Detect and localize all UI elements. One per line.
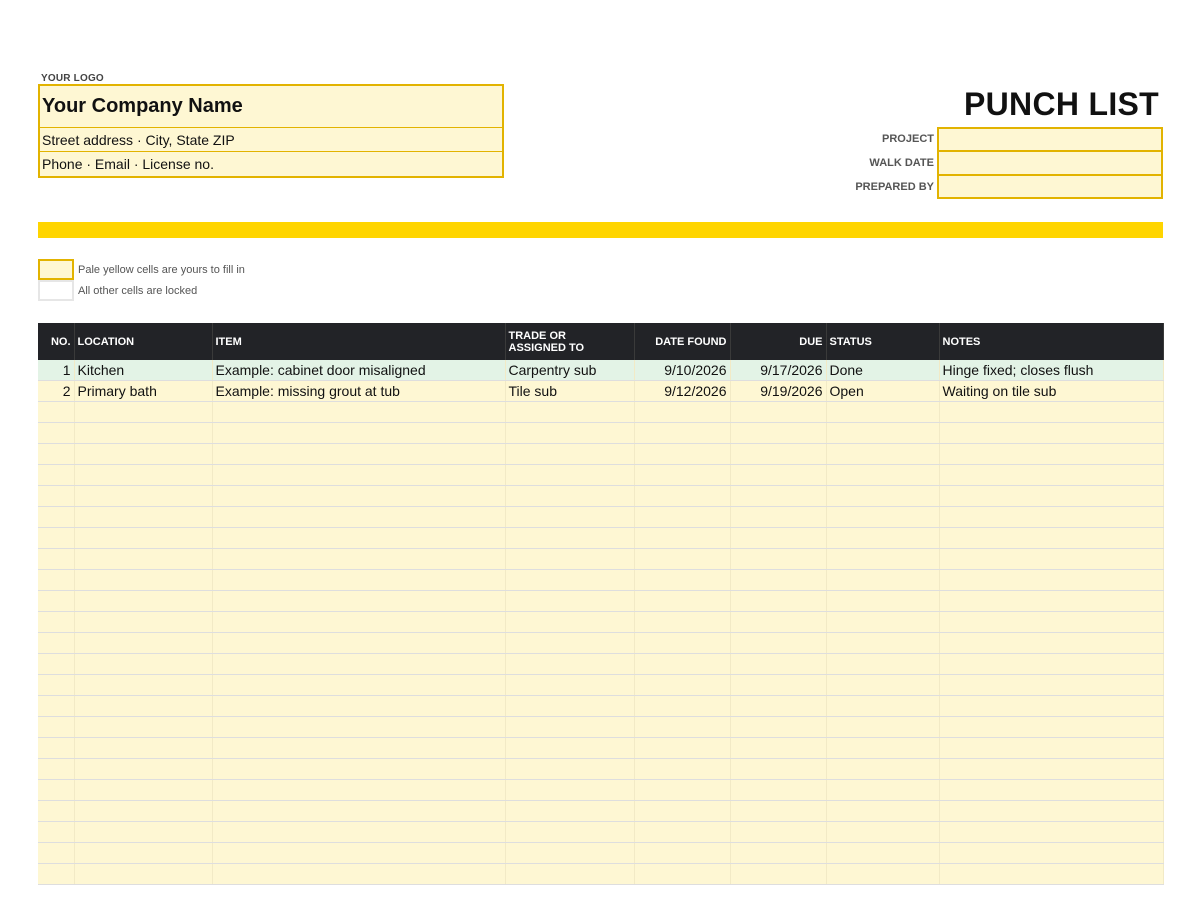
table-cell[interactable] — [74, 696, 212, 717]
table-cell[interactable] — [634, 843, 730, 864]
table-cell[interactable] — [38, 738, 74, 759]
column-header: NO. — [38, 323, 74, 360]
table-cell[interactable] — [74, 423, 212, 444]
table-row — [38, 591, 1163, 612]
table-cell[interactable]: 1 — [38, 360, 74, 381]
company-info-block — [38, 84, 504, 178]
table-cell[interactable] — [212, 465, 505, 486]
table-cell[interactable] — [74, 486, 212, 507]
table-cell[interactable] — [634, 612, 730, 633]
table-cell[interactable] — [38, 402, 74, 423]
table-cell[interactable] — [730, 570, 826, 591]
table-cell[interactable] — [212, 780, 505, 801]
project-label: PROJECT — [882, 133, 934, 145]
table-cell[interactable] — [730, 633, 826, 654]
table-cell[interactable] — [826, 801, 939, 822]
table-cell[interactable] — [939, 633, 1163, 654]
table-cell[interactable] — [939, 654, 1163, 675]
table-cell[interactable] — [730, 444, 826, 465]
table-cell[interactable] — [826, 549, 939, 570]
table-cell[interactable] — [939, 822, 1163, 843]
table-row — [38, 780, 1163, 801]
table-cell[interactable] — [505, 801, 634, 822]
table-cell[interactable] — [634, 507, 730, 528]
table-cell[interactable] — [212, 444, 505, 465]
table-cell[interactable] — [505, 717, 634, 738]
table-cell[interactable] — [939, 528, 1163, 549]
table-cell[interactable] — [826, 864, 939, 885]
table-cell[interactable] — [730, 486, 826, 507]
table-cell[interactable] — [634, 633, 730, 654]
table-cell[interactable] — [730, 591, 826, 612]
table-cell[interactable]: 2 — [38, 381, 74, 402]
table-cell[interactable] — [826, 717, 939, 738]
table-cell[interactable]: Carpentry sub — [505, 360, 634, 381]
table-cell[interactable] — [730, 696, 826, 717]
table-cell[interactable] — [826, 780, 939, 801]
table-row — [38, 486, 1163, 507]
table-cell[interactable] — [826, 759, 939, 780]
table-cell[interactable] — [939, 444, 1163, 465]
table-cell[interactable] — [505, 528, 634, 549]
table-cell[interactable] — [826, 486, 939, 507]
table-cell[interactable] — [505, 507, 634, 528]
table-cell[interactable] — [634, 402, 730, 423]
table-cell[interactable] — [74, 465, 212, 486]
table-cell[interactable] — [634, 549, 730, 570]
table-cell[interactable] — [634, 591, 730, 612]
table-cell[interactable] — [38, 507, 74, 528]
table-cell[interactable] — [730, 717, 826, 738]
column-header: DUE — [730, 323, 826, 360]
table-cell[interactable] — [730, 822, 826, 843]
table-cell[interactable] — [505, 465, 634, 486]
table-cell[interactable] — [939, 570, 1163, 591]
table-cell[interactable] — [730, 780, 826, 801]
table-row — [38, 381, 1163, 402]
locked-cell-swatch — [38, 280, 74, 301]
table-cell[interactable] — [730, 675, 826, 696]
table-cell[interactable] — [826, 507, 939, 528]
table-cell[interactable]: Hinge fixed; closes flush — [939, 360, 1163, 381]
table-row — [38, 360, 1163, 381]
column-header: DATE FOUND — [634, 323, 730, 360]
table-cell[interactable] — [939, 738, 1163, 759]
table-cell[interactable] — [74, 444, 212, 465]
fill-cell-swatch — [38, 259, 74, 280]
table-cell[interactable] — [38, 843, 74, 864]
table-cell[interactable] — [212, 654, 505, 675]
table-cell[interactable] — [826, 402, 939, 423]
table-cell[interactable] — [826, 591, 939, 612]
table-cell[interactable] — [505, 675, 634, 696]
table-cell[interactable]: Done — [826, 360, 939, 381]
table-cell[interactable] — [826, 528, 939, 549]
table-cell[interactable] — [212, 675, 505, 696]
legend — [38, 259, 245, 301]
table-cell[interactable] — [505, 822, 634, 843]
logo-placeholder-label: YOUR LOGO — [41, 73, 104, 84]
table-cell[interactable] — [826, 423, 939, 444]
table-cell[interactable] — [212, 612, 505, 633]
table-cell[interactable] — [505, 570, 634, 591]
table-row — [38, 633, 1163, 654]
table-cell[interactable]: Open — [826, 381, 939, 402]
table-cell[interactable] — [38, 444, 74, 465]
table-cell[interactable] — [826, 696, 939, 717]
table-cell[interactable] — [634, 654, 730, 675]
table-cell[interactable] — [212, 591, 505, 612]
table-row — [38, 549, 1163, 570]
table-row — [38, 843, 1163, 864]
table-cell[interactable] — [939, 423, 1163, 444]
table-cell[interactable] — [38, 717, 74, 738]
table-cell[interactable] — [505, 486, 634, 507]
table-cell[interactable] — [730, 759, 826, 780]
table-cell[interactable] — [38, 759, 74, 780]
table-cell[interactable] — [634, 759, 730, 780]
table-cell[interactable] — [505, 402, 634, 423]
table-cell[interactable] — [505, 591, 634, 612]
table-cell[interactable] — [74, 864, 212, 885]
table-cell[interactable] — [939, 507, 1163, 528]
table-cell[interactable] — [730, 612, 826, 633]
table-row — [38, 402, 1163, 423]
table-cell[interactable] — [212, 864, 505, 885]
table-cell[interactable] — [38, 570, 74, 591]
walk-date-field[interactable] — [937, 151, 1163, 175]
table-cell[interactable]: 9/12/2026 — [634, 381, 730, 402]
table-cell[interactable]: Example: missing grout at tub — [212, 381, 505, 402]
table-row — [38, 675, 1163, 696]
table-cell[interactable] — [939, 591, 1163, 612]
table-cell[interactable] — [826, 444, 939, 465]
table-cell[interactable] — [38, 612, 74, 633]
table-cell[interactable] — [634, 444, 730, 465]
table-cell[interactable] — [212, 486, 505, 507]
table-cell[interactable] — [505, 549, 634, 570]
prepared-by-field[interactable] — [937, 175, 1163, 199]
table-cell[interactable] — [212, 822, 505, 843]
table-cell[interactable] — [634, 696, 730, 717]
column-header: STATUS — [826, 323, 939, 360]
table-cell[interactable] — [505, 843, 634, 864]
table-cell[interactable] — [634, 675, 730, 696]
table-row — [38, 696, 1163, 717]
table-cell[interactable] — [505, 696, 634, 717]
table-cell[interactable] — [939, 780, 1163, 801]
table-cell[interactable] — [634, 528, 730, 549]
accent-bar — [38, 222, 1163, 238]
table-cell[interactable] — [212, 528, 505, 549]
table-row — [38, 528, 1163, 549]
table-cell[interactable] — [939, 717, 1163, 738]
table-cell[interactable] — [74, 780, 212, 801]
table-cell[interactable] — [939, 465, 1163, 486]
table-row — [38, 717, 1163, 738]
table-cell[interactable] — [212, 717, 505, 738]
table-cell[interactable] — [74, 843, 212, 864]
table-cell[interactable] — [730, 402, 826, 423]
walk-date-label: WALK DATE — [869, 157, 934, 169]
project-meta-block — [820, 127, 1163, 199]
table-cell[interactable] — [38, 696, 74, 717]
table-cell[interactable] — [212, 633, 505, 654]
table-cell[interactable] — [634, 486, 730, 507]
table-cell[interactable] — [730, 465, 826, 486]
legend-locked-text: All other cells are locked — [78, 284, 198, 297]
column-header: LOCATION — [74, 323, 212, 360]
table-cell[interactable] — [634, 465, 730, 486]
table-cell[interactable] — [74, 591, 212, 612]
table-cell[interactable] — [939, 864, 1163, 885]
table-cell[interactable] — [74, 717, 212, 738]
table-cell[interactable] — [505, 759, 634, 780]
table-cell[interactable]: 9/17/2026 — [730, 360, 826, 381]
table-cell[interactable] — [730, 801, 826, 822]
table-cell[interactable] — [212, 696, 505, 717]
table-cell[interactable] — [38, 633, 74, 654]
table-cell[interactable] — [939, 486, 1163, 507]
table-row — [38, 654, 1163, 675]
table-cell[interactable] — [38, 591, 74, 612]
table-cell[interactable]: Example: cabinet door misaligned — [212, 360, 505, 381]
table-cell[interactable]: 9/19/2026 — [730, 381, 826, 402]
document-title: PUNCH LIST — [964, 86, 1159, 122]
table-cell[interactable] — [505, 738, 634, 759]
table-cell[interactable] — [38, 822, 74, 843]
table-cell[interactable] — [212, 507, 505, 528]
table-cell[interactable]: 9/10/2026 — [634, 360, 730, 381]
table-cell[interactable] — [212, 402, 505, 423]
table-cell[interactable] — [38, 675, 74, 696]
table-cell[interactable] — [826, 633, 939, 654]
table-cell[interactable] — [38, 864, 74, 885]
table-cell[interactable] — [212, 738, 505, 759]
table-cell[interactable] — [634, 717, 730, 738]
table-cell[interactable]: Primary bath — [74, 381, 212, 402]
table-cell[interactable] — [730, 654, 826, 675]
table-cell[interactable] — [730, 423, 826, 444]
contact-field[interactable]: Phone · Email · License no. — [42, 156, 214, 172]
table-cell[interactable] — [939, 612, 1163, 633]
table-cell[interactable] — [74, 549, 212, 570]
table-cell[interactable] — [826, 822, 939, 843]
table-cell[interactable] — [74, 402, 212, 423]
table-row — [38, 423, 1163, 444]
table-row — [38, 444, 1163, 465]
table-cell[interactable] — [634, 738, 730, 759]
legend-fill-text: Pale yellow cells are yours to fill in — [78, 263, 245, 276]
table-cell[interactable] — [74, 675, 212, 696]
table-cell[interactable] — [634, 864, 730, 885]
address-field[interactable]: Street address · City, State ZIP — [40, 128, 502, 152]
table-cell[interactable] — [38, 801, 74, 822]
table-cell[interactable] — [38, 654, 74, 675]
table-cell[interactable] — [212, 423, 505, 444]
table-cell[interactable] — [74, 759, 212, 780]
table-cell[interactable] — [74, 738, 212, 759]
table-cell[interactable] — [505, 612, 634, 633]
table-cell[interactable] — [38, 423, 74, 444]
column-header: ITEM — [212, 323, 505, 360]
table-cell[interactable] — [505, 444, 634, 465]
table-cell[interactable] — [74, 507, 212, 528]
table-cell[interactable] — [38, 465, 74, 486]
table-cell[interactable] — [634, 801, 730, 822]
table-cell[interactable] — [74, 654, 212, 675]
table-cell[interactable] — [826, 570, 939, 591]
column-header: TRADE OR ASSIGNED TO — [505, 323, 634, 360]
table-cell[interactable] — [939, 759, 1163, 780]
table-row — [38, 507, 1163, 528]
table-row — [38, 465, 1163, 486]
table-cell[interactable] — [212, 801, 505, 822]
column-header: NOTES — [939, 323, 1163, 360]
table-row — [38, 738, 1163, 759]
table-cell[interactable] — [74, 801, 212, 822]
table-row — [38, 864, 1163, 885]
table-cell[interactable] — [505, 423, 634, 444]
table-cell[interactable] — [939, 801, 1163, 822]
table-cell[interactable]: Waiting on tile sub — [939, 381, 1163, 402]
table-cell[interactable] — [826, 675, 939, 696]
table-row — [38, 759, 1163, 780]
table-cell[interactable]: Tile sub — [505, 381, 634, 402]
table-cell[interactable] — [74, 822, 212, 843]
table-cell[interactable] — [212, 843, 505, 864]
company-name-field[interactable]: Your Company Name — [40, 86, 502, 128]
table-cell[interactable] — [634, 570, 730, 591]
table-cell[interactable] — [730, 864, 826, 885]
table-cell[interactable] — [939, 843, 1163, 864]
table-cell[interactable] — [826, 465, 939, 486]
table-cell[interactable] — [38, 780, 74, 801]
prepared-by-label: PREPARED BY — [855, 181, 934, 193]
table-cell[interactable] — [212, 759, 505, 780]
table-cell[interactable] — [74, 570, 212, 591]
table-header-row — [38, 323, 1163, 360]
table-cell[interactable] — [730, 843, 826, 864]
table-cell[interactable] — [939, 402, 1163, 423]
table-cell[interactable] — [212, 549, 505, 570]
table-row — [38, 822, 1163, 843]
table-row — [38, 570, 1163, 591]
table-cell[interactable] — [939, 675, 1163, 696]
table-cell[interactable] — [939, 549, 1163, 570]
table-cell[interactable] — [730, 738, 826, 759]
table-cell[interactable] — [505, 780, 634, 801]
table-cell[interactable] — [939, 696, 1163, 717]
table-cell[interactable] — [730, 549, 826, 570]
table-cell[interactable] — [38, 549, 74, 570]
table-cell[interactable] — [38, 528, 74, 549]
table-row — [38, 801, 1163, 822]
table-cell[interactable] — [826, 612, 939, 633]
table-cell[interactable] — [74, 528, 212, 549]
table-row — [38, 612, 1163, 633]
table-cell[interactable] — [730, 507, 826, 528]
table-cell[interactable] — [505, 864, 634, 885]
table-cell[interactable] — [826, 654, 939, 675]
table-cell[interactable]: Kitchen — [74, 360, 212, 381]
project-field[interactable] — [937, 127, 1163, 151]
table-cell[interactable] — [505, 654, 634, 675]
table-cell[interactable] — [634, 780, 730, 801]
table-cell[interactable] — [730, 528, 826, 549]
table-cell[interactable] — [826, 738, 939, 759]
table-cell[interactable] — [38, 486, 74, 507]
table-cell[interactable] — [74, 633, 212, 654]
table-cell[interactable] — [826, 843, 939, 864]
table-cell[interactable] — [634, 822, 730, 843]
table-cell[interactable] — [505, 633, 634, 654]
table-cell[interactable] — [634, 423, 730, 444]
punch-list-table — [38, 323, 1164, 885]
table-cell[interactable] — [74, 612, 212, 633]
table-cell[interactable] — [212, 570, 505, 591]
